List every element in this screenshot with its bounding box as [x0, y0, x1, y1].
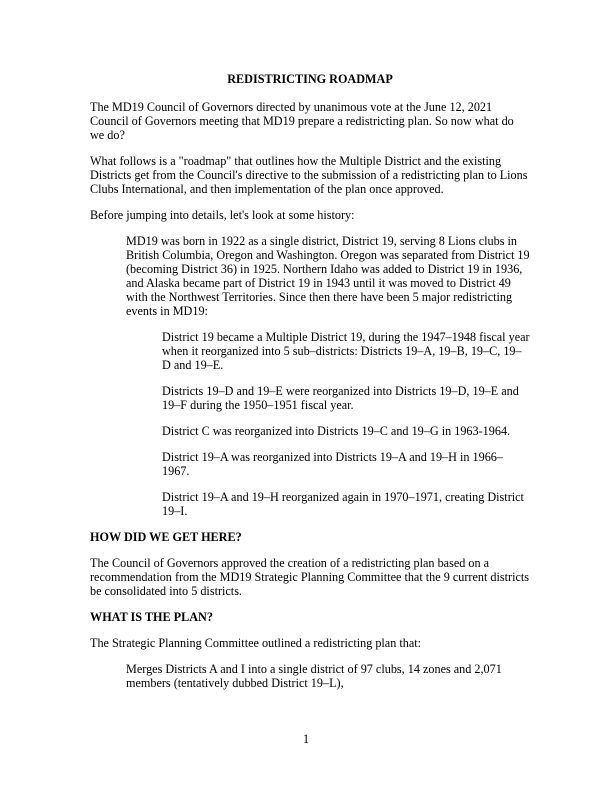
page-number: 1 — [302, 732, 310, 746]
intro-paragraph-1: The MD19 Council of Governors directed by unanimous vote at the June 12, 2021 Council of Governors meeting that MD19 prepare a redistricting plan. So now what do we do? — [90, 100, 514, 142]
redistricting-event-1: District 19 became a Multiple District 19, during the 1947–1948 fiscal year when it reorganized into 5 sub–districts: Districts 19–A, 19–B, 19–C, 19–D and 19–E. — [162, 330, 530, 372]
document-page — [90, 72, 530, 702]
intro-paragraph-2: What follows is a "roadmap" that outlines how the Multiple District and the existing Districts get from the Council's directive to the submission of a redistricting plan to Lions Clubs International, and then implementation of the plan once approved. — [90, 154, 528, 196]
intro-paragraph-3: Before jumping into details, let's look at some history: — [90, 208, 355, 222]
document-title: REDISTRICTING ROADMAP — [227, 72, 393, 86]
section-paragraph-how: The Council of Governors approved the creation of a redistricting plan based on a recommendation from the MD19 Strategic Planning Committee that the 9 current districts be consolidated into 5 districts. — [90, 556, 529, 598]
redistricting-event-4: District 19–A was reorganized into Districts 19–A and 19–H in 1966–1967. — [162, 450, 503, 478]
section-paragraph-plan: The Strategic Planning Committee outlined a redistricting plan that: — [90, 636, 422, 650]
redistricting-event-5: District 19–A and 19–H reorganized again in 1970–1971, creating District 19–I. — [162, 490, 524, 518]
plan-item-1: Merges Districts A and I into a single district of 97 clubs, 14 zones and 2,071 members (tentatively dubbed District 19–L), — [126, 662, 502, 690]
section-heading-how: HOW DID WE GET HERE? — [90, 530, 242, 544]
section-heading-plan: WHAT IS THE PLAN? — [90, 610, 213, 624]
redistricting-event-3: District C was reorganized into Districts 19–C and 19–G in 1963-1964. — [162, 424, 511, 438]
history-paragraph: MD19 was born in 1922 as a single district, District 19, serving 8 Lions clubs in British Columbia, Oregon and Washington. Oregon was separated from District 19 (becoming District 36) in 1925. Northern Idaho was added to District 19 in 1936, and Alaska became part of District 19 in 1943 until it was moved to District 49 with the Northwest Territories. Since then there have been 5 major redistricting events in MD19: — [126, 234, 530, 318]
redistricting-event-2: Districts 19–D and 19–E were reorganized into Districts 19–D, 19–E and 19–F during the 1950–1951 fiscal year. — [162, 384, 519, 412]
